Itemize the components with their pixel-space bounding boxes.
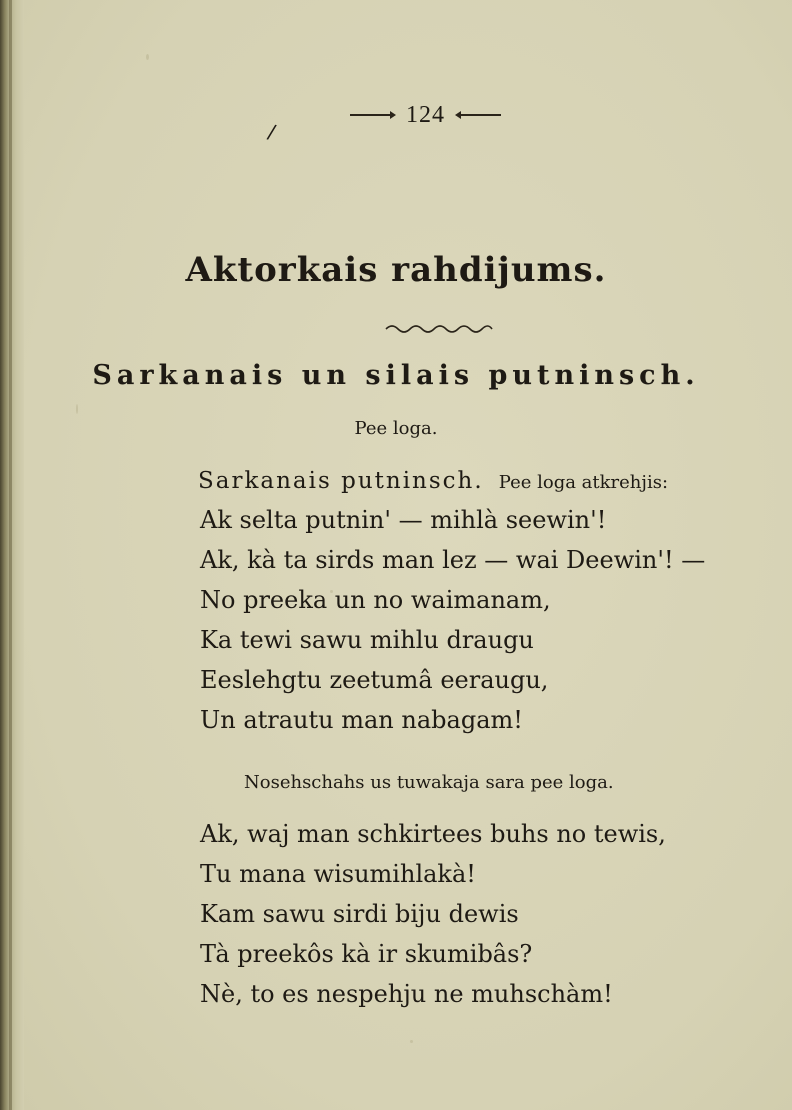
verse-line: Ka tewi sawu mihlu draugu: [200, 626, 534, 654]
stray-ink-mark: /: [265, 119, 278, 147]
stage-direction: Nosehschahs us tuwakaja sara pee loga.: [244, 772, 614, 793]
verse-line: Ak selta putnin' — mihlà seewin'!: [200, 506, 607, 534]
verse-line: Kam sawu sirdi biju dewis: [200, 900, 519, 928]
gutter-shadow-line: [9, 0, 12, 1110]
poem-title: Sarkanais un silais putninsch.: [92, 360, 700, 391]
paper-speck: [76, 404, 78, 414]
book-gutter: [0, 0, 24, 1110]
speaker-direction: Pee loga atkrehjis:: [498, 472, 669, 493]
speaker-line: [198, 468, 758, 494]
page-number: 124: [406, 101, 445, 128]
verse-line: No preeka un no waimanam,: [200, 586, 551, 614]
verse-line: Eeslehgtu zeetumâ eeraugu,: [200, 666, 549, 694]
section-title: Aktorkais rahdijums.: [185, 250, 607, 290]
paper-speck: [146, 54, 149, 60]
stage-direction: Pee loga.: [354, 418, 438, 439]
paper-speck: [410, 1040, 413, 1043]
verse-line: Tà preekôs kà ir skumibâs?: [200, 940, 533, 968]
header-right-arrow-icon: [457, 114, 501, 116]
verse-line: Ak, waj man schkirtees buhs no tewis,: [200, 820, 666, 848]
speaker-name: Sarkanais putninsch.: [198, 468, 484, 494]
stanza-2: [200, 814, 760, 1014]
verse-line: Ak, kà ta sirds man lez — wai Deewin'! —: [200, 546, 706, 574]
header-left-arrow-icon: [350, 114, 394, 116]
verse-line: Nè, to es nespehju ne muhschàm!: [200, 980, 613, 1008]
verse-line: Un atrautu man nabagam!: [200, 706, 523, 734]
wavy-ornament-divider: [384, 322, 494, 336]
page-header: [350, 98, 550, 132]
stanza-1: [200, 500, 760, 740]
verse-line: Tu mana wisumihlakà!: [200, 860, 476, 888]
